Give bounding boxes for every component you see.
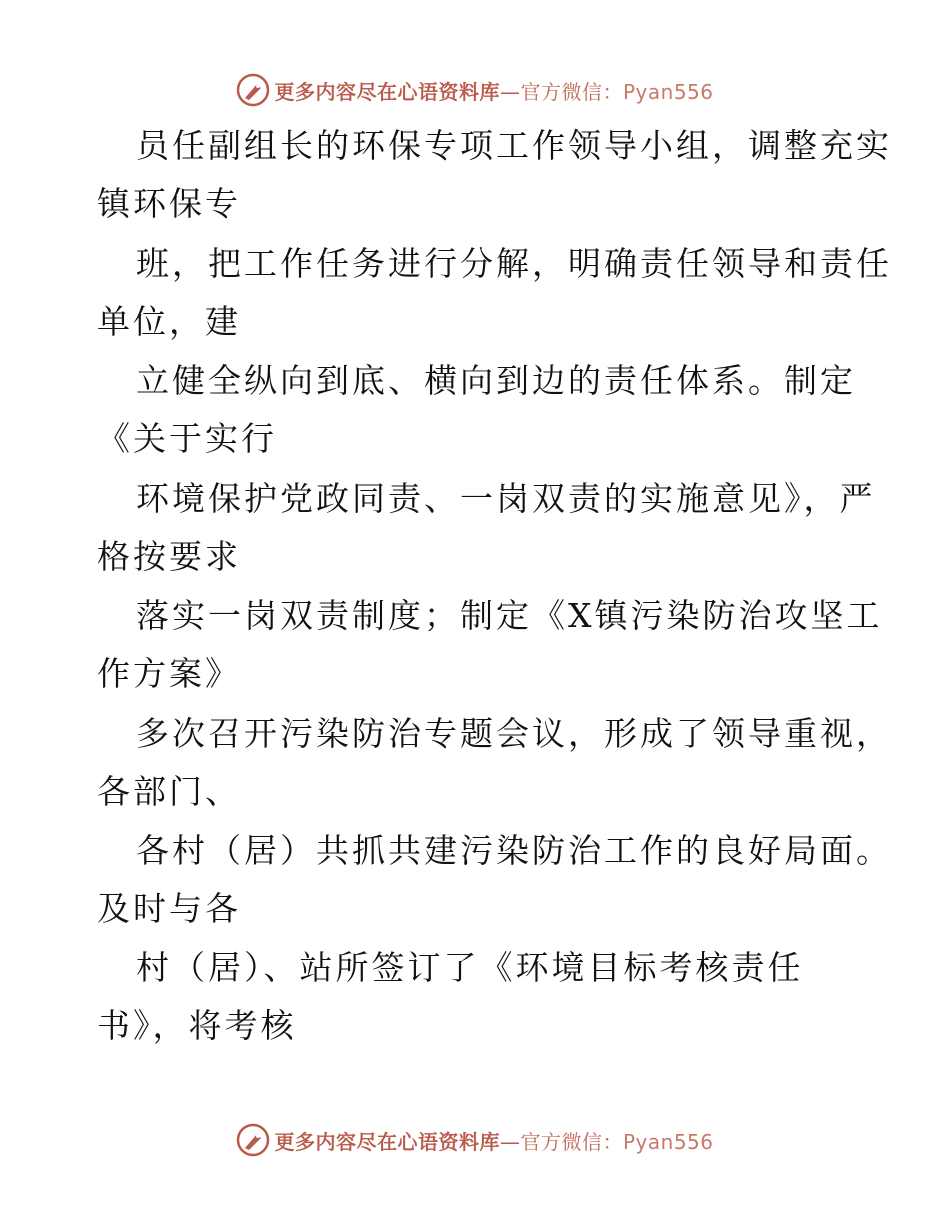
body-line: 各部门、 — [97, 772, 241, 811]
footer-watermark — [0, 1120, 950, 1160]
watermark-brand: 更多内容尽在心语资料库 — [274, 79, 500, 104]
watermark-wechat-id: Pyan556 — [622, 79, 714, 104]
watermark-brand: 更多内容尽在心语资料库 — [274, 1129, 500, 1154]
body-line: 环境保护党政同责、一岗双责的实施意见》，严 — [136, 479, 876, 518]
watermark-wechat-label: 官方微信： — [520, 79, 623, 104]
watermark-dash: — — [499, 79, 521, 104]
watermark-wechat-label: 官方微信： — [520, 1129, 623, 1154]
pen-nib-logo-icon — [236, 73, 270, 107]
watermark-wechat-id: Pyan556 — [622, 1129, 714, 1154]
body-line: 村（居）、站所签订了《环境目标考核责任 — [136, 948, 804, 987]
body-line: 各村（居）共抓共建污染防治工作的良好局面。 — [136, 831, 892, 870]
body-line: 单位，建 — [97, 302, 241, 341]
body-line: 落实一岗双责制度；制定《X镇污染防治攻坚工 — [136, 596, 883, 635]
body-line: 多次召开污染防治专题会议，形成了领导重视， — [136, 714, 892, 753]
body-line: 格按要求 — [97, 537, 241, 576]
body-line: 员任副组长的环保专项工作领导小组，调整充实 — [136, 126, 892, 165]
body-line: 书》，将考核 — [97, 1006, 297, 1045]
body-line: 立健全纵向到底、横向到边的责任体系。制定 — [136, 361, 856, 400]
header-watermark — [0, 70, 950, 110]
body-line: 班，把工作任务进行分解，明确责任领导和责任 — [136, 244, 892, 283]
body-line: 作方案》 — [97, 654, 241, 693]
body-line: 镇环保专 — [97, 184, 241, 223]
pen-nib-logo-icon — [236, 1123, 270, 1157]
body-line: 《关于实行 — [97, 419, 277, 458]
watermark-dash: — — [499, 1129, 521, 1154]
body-line: 及时与各 — [97, 889, 241, 928]
